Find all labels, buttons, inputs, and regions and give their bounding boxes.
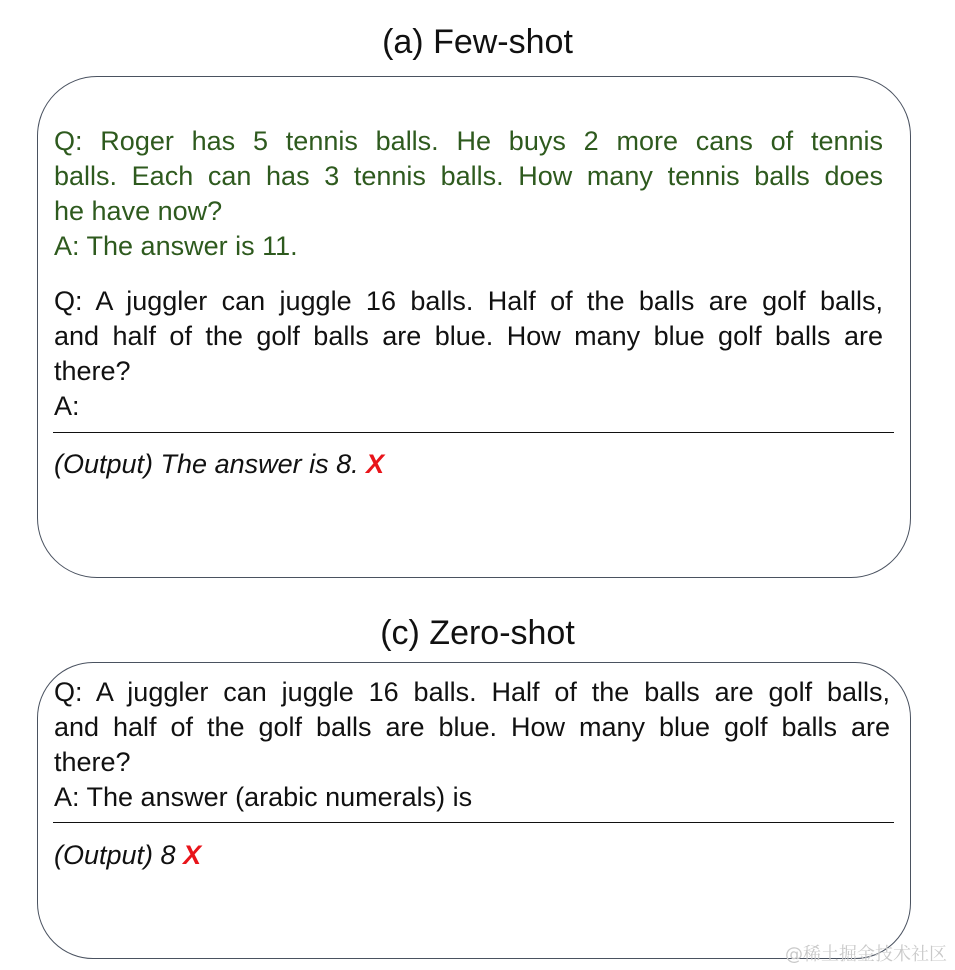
zs-question-line-4: A: The answer (arabic numerals) is bbox=[54, 782, 473, 812]
few-shot-divider bbox=[53, 432, 894, 433]
question-line-1: Q: A juggler can juggle 16 balls. Half of the balls are golf balls, bbox=[54, 286, 883, 316]
few-shot-output-text: (Output) The answer is 8. bbox=[54, 449, 359, 479]
watermark: @稀土掘金技术社区 bbox=[785, 944, 947, 965]
question-line-2: and half of the golf balls are blue. How many blue golf balls are bbox=[54, 321, 883, 351]
zero-shot-question bbox=[54, 675, 890, 815]
few-shot-output bbox=[54, 447, 384, 482]
example-line-4: A: The answer is 11. bbox=[54, 231, 298, 261]
example-line-3: he have now? bbox=[54, 196, 223, 226]
zero-shot-divider bbox=[53, 822, 894, 823]
question-line-4: A: bbox=[54, 391, 80, 421]
example-line-2: balls. Each can has 3 tennis balls. How many tennis balls does bbox=[54, 161, 883, 191]
zs-question-line-2: and half of the golf balls are blue. How many blue golf balls are bbox=[54, 712, 890, 742]
few-shot-example bbox=[54, 124, 883, 264]
wrong-mark-icon: X bbox=[366, 449, 385, 479]
few-shot-title: (a) Few-shot bbox=[382, 23, 573, 61]
zero-shot-output-text: (Output) 8 bbox=[54, 840, 176, 870]
zs-question-line-3: there? bbox=[54, 747, 131, 777]
few-shot-question bbox=[54, 284, 883, 424]
question-line-3: there? bbox=[54, 356, 131, 386]
zs-question-line-1: Q: A juggler can juggle 16 balls. Half of the balls are golf balls, bbox=[54, 677, 890, 707]
example-line-1: Q: Roger has 5 tennis balls. He buys 2 more cans of tennis bbox=[54, 126, 883, 156]
wrong-mark-icon: X bbox=[183, 840, 202, 870]
zero-shot-title: (c) Zero-shot bbox=[380, 614, 575, 652]
zero-shot-output bbox=[54, 838, 201, 873]
